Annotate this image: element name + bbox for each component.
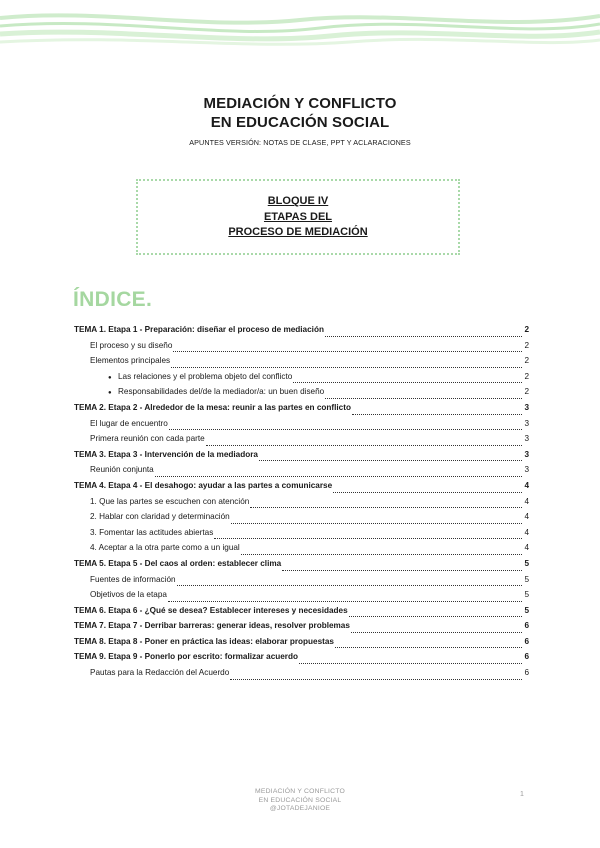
toc-page-number: 4 xyxy=(524,512,529,522)
dot-leader xyxy=(299,662,522,664)
dot-leader xyxy=(250,506,522,508)
toc-entry[interactable] xyxy=(74,590,529,606)
bullet-icon: ● xyxy=(108,374,112,381)
toc-entry-text: TEMA 3. Etapa 3 - Intervención de la mediadora xyxy=(74,449,258,459)
dot-leader xyxy=(349,615,522,617)
toc-page-number: 6 xyxy=(524,621,529,631)
toc-page-number: 3 xyxy=(524,449,529,459)
dot-leader xyxy=(230,678,522,680)
index-heading: ÍNDICE. xyxy=(73,288,153,311)
toc-entry-text: 1. Que las partes se escuchen con atención xyxy=(90,496,250,506)
footer-line-1: MEDIACIÓN Y CONFLICTO xyxy=(255,788,345,795)
toc-entry-text: TEMA 4. Etapa 4 - El desahogo: ayudar a las partes a comunicarse xyxy=(74,480,333,490)
dot-leader xyxy=(325,397,522,399)
toc-entry[interactable] xyxy=(74,575,529,591)
dot-leader xyxy=(333,491,522,493)
toc-entry[interactable] xyxy=(74,434,529,450)
dot-leader xyxy=(169,428,522,430)
toc-page-number: 2 xyxy=(524,387,529,397)
toc-page-number: 3 xyxy=(524,418,529,428)
title-line-2: EN EDUCACIÓN SOCIAL xyxy=(210,114,390,131)
toc-page-number: 6 xyxy=(524,636,529,646)
toc-entry[interactable] xyxy=(74,465,529,481)
dot-leader xyxy=(173,350,522,352)
toc-entry[interactable] xyxy=(74,419,529,435)
toc-entry-text: El lugar de encuentro xyxy=(90,418,168,428)
toc-entry-text: 4. Aceptar a la otra parte como a un igual xyxy=(90,543,240,553)
toc-page-number: 4 xyxy=(524,480,529,490)
table-of-contents xyxy=(74,325,529,684)
dot-leader xyxy=(293,381,522,383)
toc-entry-text: Responsabilidades del/de la mediador/a: un buen diseño xyxy=(118,387,325,397)
bloque-box xyxy=(136,179,460,255)
toc-entry[interactable] xyxy=(74,481,529,497)
toc-entry-text: Reunión conjunta xyxy=(90,465,154,475)
toc-entry-text: Pautas para la Redacción del Acuerdo xyxy=(90,668,230,678)
toc-entry[interactable] xyxy=(74,543,529,559)
toc-entry-text: Fuentes de información xyxy=(90,574,176,584)
toc-page-number: 2 xyxy=(524,325,529,334)
toc-entry-text: TEMA 6. Etapa 6 - ¿Qué se desea? Establecer intereses y necesidades xyxy=(74,605,348,615)
toc-page-number: 4 xyxy=(524,527,529,537)
bloque-line-1: BLOQUE IV xyxy=(267,195,329,207)
bloque-line-3: PROCESO DE MEDIACIÓN xyxy=(228,226,368,238)
subtitle: APUNTES VERSIÓN: NOTAS DE CLASE, PPT Y ACLARACIONES xyxy=(189,138,411,147)
dot-leader xyxy=(206,444,522,446)
toc-entry[interactable] xyxy=(74,512,529,528)
dot-leader xyxy=(352,413,522,415)
toc-entry[interactable] xyxy=(74,325,529,341)
dot-leader xyxy=(325,335,522,337)
title-line-1: MEDIACIÓN Y CONFLICTO xyxy=(203,95,397,112)
toc-entry-text: Elementos principales xyxy=(90,356,171,366)
toc-entry[interactable] xyxy=(74,621,529,637)
dot-leader xyxy=(155,475,522,477)
document-title-block xyxy=(0,94,600,147)
toc-page-number: 5 xyxy=(524,558,529,568)
toc-page-number: 4 xyxy=(524,543,529,553)
toc-entry-text: Objetivos de la etapa xyxy=(90,590,167,600)
toc-entry[interactable] xyxy=(74,450,529,466)
toc-entry[interactable] xyxy=(74,637,529,653)
toc-page-number: 2 xyxy=(524,340,529,350)
toc-page-number: 5 xyxy=(524,590,529,600)
toc-page-number: 3 xyxy=(524,465,529,475)
dot-leader xyxy=(171,366,522,368)
toc-entry-text: Las relaciones y el problema objeto del conflicto xyxy=(118,371,293,381)
toc-entry[interactable] xyxy=(74,341,529,357)
toc-entry-text: 2. Hablar con claridad y determinación xyxy=(90,512,230,522)
dot-leader xyxy=(241,553,522,555)
toc-page-number: 5 xyxy=(524,574,529,584)
dot-leader xyxy=(335,646,522,648)
toc-page-number: 2 xyxy=(524,371,529,381)
toc-entry[interactable] xyxy=(74,668,529,684)
dot-leader xyxy=(351,631,522,633)
footer xyxy=(0,788,600,814)
footer-line-2: EN EDUCACIÓN SOCIAL xyxy=(258,796,342,804)
toc-page-number: 5 xyxy=(524,605,529,615)
toc-entry-text: TEMA 2. Etapa 2 - Alrededor de la mesa: reunir a las partes en conflicto xyxy=(74,402,351,412)
toc-entry-text: 3. Fomentar las actitudes abiertas xyxy=(90,527,214,537)
toc-page-number: 3 xyxy=(524,402,529,412)
dot-leader xyxy=(168,600,522,602)
toc-entry[interactable] xyxy=(74,606,529,622)
dot-leader xyxy=(214,537,522,539)
toc-entry[interactable] xyxy=(74,497,529,513)
dot-leader xyxy=(177,584,522,586)
toc-entry[interactable] xyxy=(74,372,529,388)
dot-leader xyxy=(231,522,522,524)
toc-entry-text: TEMA 7. Etapa 7 - Derribar barreras: generar ideas, resolver problemas xyxy=(74,621,350,631)
toc-entry[interactable] xyxy=(74,387,529,403)
toc-entry-text: TEMA 9. Etapa 9 - Ponerlo por escrito: formalizar acuerdo xyxy=(74,652,298,662)
header-wave-decoration xyxy=(0,0,600,60)
toc-entry[interactable] xyxy=(74,528,529,544)
toc-entry[interactable] xyxy=(74,652,529,668)
footer-page-number: 1 xyxy=(520,791,524,798)
toc-page-number: 3 xyxy=(524,434,529,444)
footer-line-3: @JOTADEJANIOE xyxy=(269,805,331,812)
toc-page-number: 6 xyxy=(524,668,529,678)
toc-page-number: 4 xyxy=(524,496,529,506)
toc-entry[interactable] xyxy=(74,356,529,372)
bullet-icon: ● xyxy=(108,390,112,397)
toc-entry-text: El proceso y su diseño xyxy=(90,340,173,350)
toc-entry[interactable] xyxy=(74,403,529,419)
toc-entry[interactable] xyxy=(74,559,529,575)
toc-page-number: 2 xyxy=(524,356,529,366)
toc-page-number: 6 xyxy=(524,652,529,662)
dot-leader xyxy=(259,459,522,461)
toc-entry-text: TEMA 5. Etapa 5 - Del caos al orden: establecer clima xyxy=(74,558,282,568)
toc-entry-text: Primera reunión con cada parte xyxy=(90,434,205,444)
bloque-line-2: ETAPAS DEL xyxy=(263,210,333,223)
toc-entry-text: TEMA 1. Etapa 1 - Preparación: diseñar el proceso de mediación xyxy=(74,325,324,334)
dot-leader xyxy=(282,569,522,571)
toc-entry-text: TEMA 8. Etapa 8 - Poner en práctica las ideas: elaborar propuestas xyxy=(74,636,334,646)
